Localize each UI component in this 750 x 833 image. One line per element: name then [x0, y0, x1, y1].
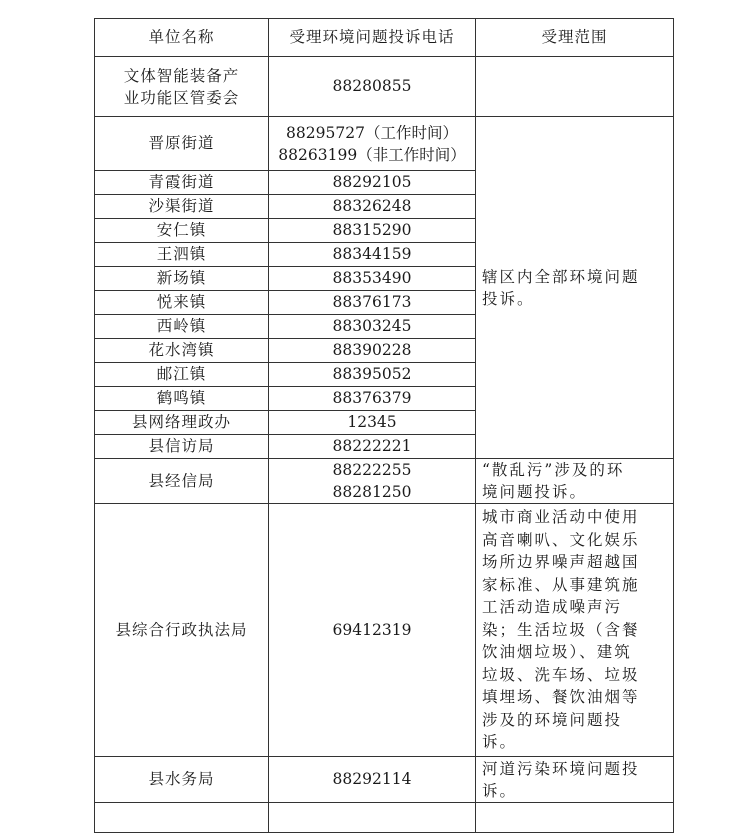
phone-number: 88376379 — [269, 387, 476, 411]
header-unit-name: 单位名称 — [95, 19, 269, 57]
phone-number: 88353490 — [269, 267, 476, 291]
unit-name: 沙渠街道 — [95, 195, 269, 219]
unit-name: 文体智能装备产 — [123, 66, 240, 85]
scope-zhifa — [476, 504, 674, 757]
phone-number: 88344159 — [269, 243, 476, 267]
table-row — [95, 57, 674, 117]
scope-text: 垃圾、洗车场、垃圾 — [482, 665, 640, 684]
header-phone: 受理环境问题投诉电话 — [269, 19, 476, 57]
complaint-contact-table — [94, 18, 674, 833]
scope-text: 家标准、从事建筑施 — [482, 575, 640, 594]
header-scope: 受理范围 — [476, 19, 674, 57]
table-row — [95, 117, 674, 171]
unit-name-cell — [95, 57, 269, 117]
table-row — [95, 459, 674, 504]
phone-number: 88280855 — [269, 57, 476, 117]
unit-name: 邮江镇 — [95, 363, 269, 387]
phone-number: 88395052 — [269, 363, 476, 387]
phone-number: 88390228 — [269, 339, 476, 363]
unit-name: 花水湾镇 — [95, 339, 269, 363]
phone-number: 69412319 — [269, 504, 476, 757]
phone-number-cell — [269, 459, 476, 504]
unit-name: 新场镇 — [95, 267, 269, 291]
phone-number: 88292114 — [269, 757, 476, 803]
scope-cell-empty — [476, 57, 674, 117]
scope-text: 境问题投诉。 — [482, 483, 588, 501]
unit-name: 县经信局 — [95, 459, 269, 504]
phone-number: 88303245 — [269, 315, 476, 339]
phone-number: 88295727（工作时间） — [286, 123, 458, 142]
unit-name: 县综合行政执法局 — [95, 504, 269, 757]
phone-number — [269, 803, 476, 833]
phone-number: 88326248 — [269, 195, 476, 219]
phone-number-cell — [269, 117, 476, 171]
scope-text: 投诉。 — [482, 289, 535, 308]
scope-text: 诉。 — [482, 733, 518, 752]
phone-number: 12345 — [269, 411, 476, 435]
scope-text: 城市商业活动中使用 — [482, 508, 640, 527]
unit-name — [95, 803, 269, 833]
scope-text: 河道污染环境问题投 — [482, 759, 640, 778]
scope-text: 工活动造成噪声污 — [482, 598, 623, 617]
table-row — [95, 504, 674, 757]
unit-name: 西岭镇 — [95, 315, 269, 339]
scope-text: “散乱污”涉及的环 — [482, 461, 625, 479]
scope-text: 辖区内全部环境问题 — [482, 267, 640, 286]
scope-text: 诉。 — [482, 781, 518, 800]
scope-shuiwu — [476, 757, 674, 803]
phone-number: 88281250 — [332, 483, 412, 501]
scope-text: 高音喇叭、文化娱乐 — [482, 530, 640, 549]
table-row — [95, 803, 674, 833]
table-header-row — [95, 19, 674, 57]
unit-name: 鹤鸣镇 — [95, 387, 269, 411]
unit-name: 县信访局 — [95, 435, 269, 459]
phone-number: 88315290 — [269, 219, 476, 243]
phone-number: 88222221 — [269, 435, 476, 459]
scope-text: 涉及的环境问题投 — [482, 710, 623, 729]
phone-number: 88292105 — [269, 171, 476, 195]
unit-name: 县网络理政办 — [95, 411, 269, 435]
phone-number: 88222255 — [332, 461, 412, 479]
unit-name: 业功能区管委会 — [123, 88, 240, 107]
scope-jingxin — [476, 459, 674, 504]
table-row — [95, 757, 674, 803]
unit-name: 悦来镇 — [95, 291, 269, 315]
scope-text: 场所边界噪声超越国 — [482, 553, 640, 572]
unit-name: 王泗镇 — [95, 243, 269, 267]
unit-name: 县水务局 — [95, 757, 269, 803]
phone-number: 88376173 — [269, 291, 476, 315]
unit-name: 青霞街道 — [95, 171, 269, 195]
unit-name: 晋原街道 — [95, 117, 269, 171]
scope-text: 饮油烟垃圾）、建筑 — [482, 643, 632, 662]
scope-text — [476, 803, 674, 833]
scope-text: 染；生活垃圾（含餐 — [482, 620, 640, 639]
scope-general — [476, 117, 674, 459]
unit-name: 安仁镇 — [95, 219, 269, 243]
scope-text: 填埋场、餐饮油烟等 — [482, 688, 640, 707]
phone-number: 88263199（非工作时间） — [278, 145, 466, 164]
